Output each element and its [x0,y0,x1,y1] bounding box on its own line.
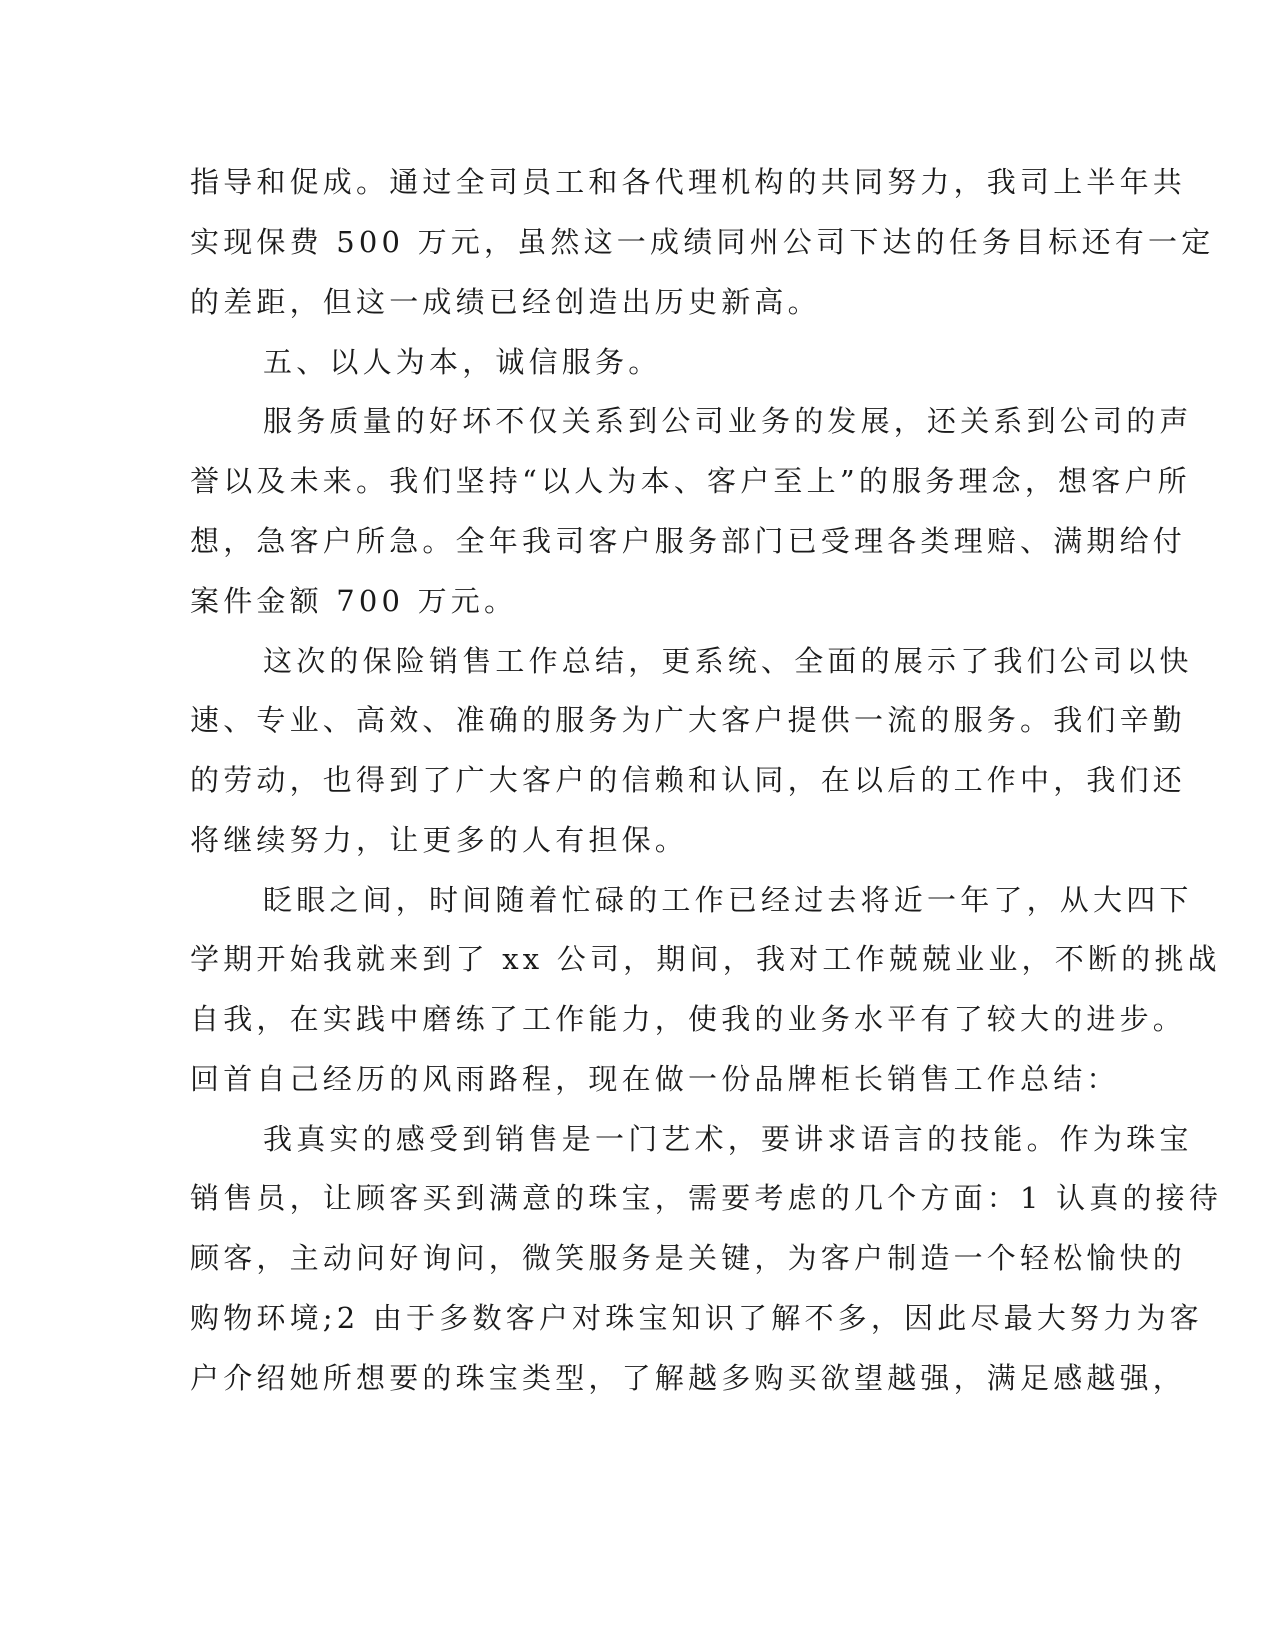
text-line: 誉以及未来。我们坚持“以人为本、客户至上”的服务理念，想客户所 [190,464,1191,498]
text-line: 我真实的感受到销售是一门艺术，要讲求语言的技能。作为珠宝 [263,1122,1193,1156]
text-line: 案件金额 700 万元。 [190,584,518,618]
section-heading: 五、以人为本，诚信服务。 [263,345,662,379]
text-line: 的差距，但这一成绩已经创造出历史新高。 [190,285,821,319]
text-line: 速、专业、高效、准确的服务为广大客户提供一流的服务。我们辛勤 [190,703,1187,737]
text-line: 顾客，主动问好询问，微笑服务是关键，为客户制造一个轻松愉快的 [190,1241,1187,1275]
text-line: 户介绍她所想要的珠宝类型，了解越多购买欲望越强，满足感越强， [190,1361,1187,1395]
text-line: 这次的保险销售工作总结，更系统、全面的展示了我们公司以快 [263,644,1193,678]
text-line: 自我，在实践中磨练了工作能力，使我的业务水平有了较大的进步。 [190,1002,1187,1036]
text-line: 想，急客户所急。全年我司客户服务部门已受理各类理赔、满期给付 [190,524,1187,558]
text-line: 眨眼之间，时间随着忙碌的工作已经过去将近一年了，从大四下 [263,883,1193,917]
text-line: 实现保费 500 万元，虽然这一成绩同州公司下达的任务目标还有一定 [190,225,1215,259]
text-line: 的劳动，也得到了广大客户的信赖和认同，在以后的工作中，我们还 [190,763,1187,797]
text-line: 购物环境;2 由于多数客户对珠宝知识了解不多，因此尽最大努力为客 [190,1301,1203,1335]
text-line: 回首自己经历的风雨路程，现在做一份品牌柜长销售工作总结： [190,1062,1120,1096]
text-line: 指导和促成。通过全司员工和各代理机构的共同努力，我司上半年共 [190,165,1187,199]
text-line: 销售员，让顾客买到满意的珠宝，需要考虑的几个方面：1 认真的接待 [190,1181,1223,1215]
text-line: 服务质量的好坏不仅关系到公司业务的发展，还关系到公司的声 [263,404,1193,438]
text-line: 将继续努力，让更多的人有担保。 [190,823,689,857]
text-line: 学期开始我就来到了 xx 公司，期间，我对工作兢兢业业，不断的挑战 [190,942,1221,976]
